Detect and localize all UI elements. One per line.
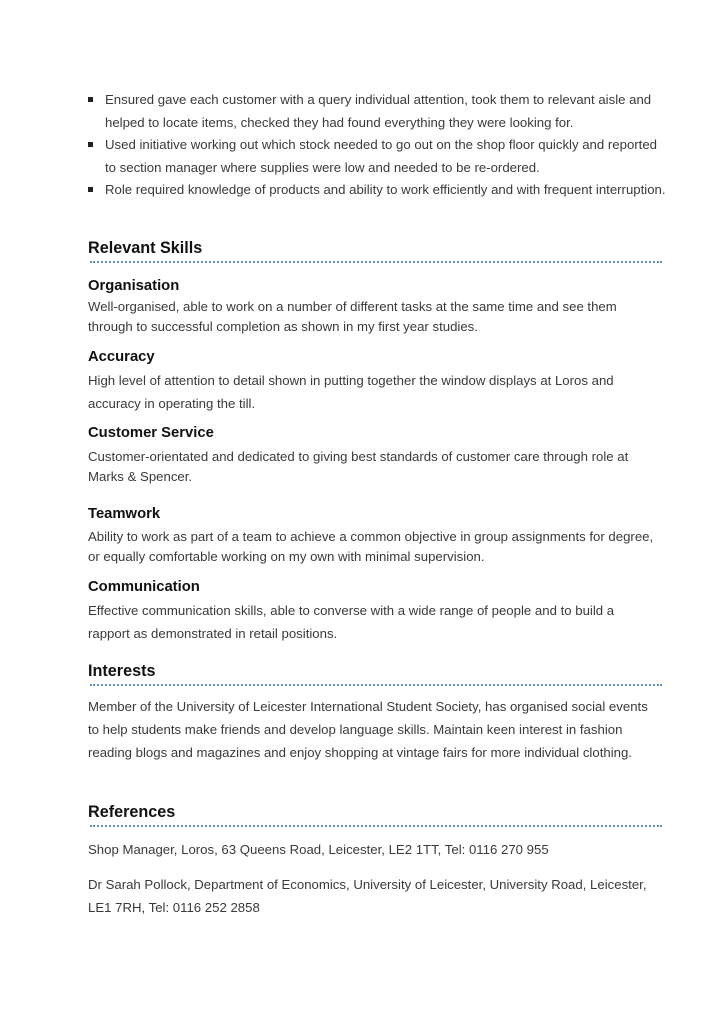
experience-bullet-text: Ensured gave each customer with a query individual attention, took them to relevant aisle and helped to locate items, checked they had found everything they were looking for. bbox=[105, 92, 652, 130]
experience-bullet-list bbox=[88, 89, 668, 202]
square-bullet-icon bbox=[88, 142, 93, 147]
skill-heading-accuracy: Accuracy bbox=[88, 349, 155, 365]
skill-text-communication: Effective communication skills, able to converse with a wide range of people and to build a rapport as demonstrated in retail positions. bbox=[88, 603, 615, 641]
references-section-divider bbox=[90, 825, 662, 827]
square-bullet-icon bbox=[88, 187, 93, 192]
skills-section-title: Relevant Skills bbox=[88, 239, 203, 257]
square-bullet-icon bbox=[88, 97, 93, 102]
interests-section-title: Interests bbox=[88, 662, 156, 680]
skill-heading-communication: Communication bbox=[88, 579, 200, 595]
reference-entry: Dr Sarah Pollock, Department of Economics, University of Leicester, University Road, Leicester, LE1 7RH, Tel: 0116 252 2858 bbox=[88, 877, 647, 915]
interests-text: Member of the University of Leicester International Student Society, has organised social events to help students make friends and develop language skills. Maintain keen interest in fashion reading blogs and magazines and enjoy shopping at vintage fairs for more individual clothing. bbox=[88, 699, 648, 760]
experience-bullet bbox=[88, 179, 668, 202]
experience-bullet bbox=[88, 89, 668, 134]
skill-heading-customer-service: Customer Service bbox=[88, 425, 214, 441]
skill-heading-organisation: Organisation bbox=[88, 278, 180, 294]
skill-text-accuracy: High level of attention to detail shown in putting together the window displays at Loros and accuracy in operating the till. bbox=[88, 373, 614, 411]
reference-entry: Shop Manager, Loros, 63 Queens Road, Leicester, LE2 1TT, Tel: 0116 270 955 bbox=[88, 842, 549, 857]
experience-bullet-text: Role required knowledge of products and ability to work efficiently and with frequent interruption. bbox=[105, 182, 666, 198]
experience-bullet bbox=[88, 134, 668, 179]
skill-text-teamwork: Ability to work as part of a team to achieve a common objective in group assignments for degree, or equally comfortable working on my own with minimal supervision. bbox=[88, 529, 654, 564]
skill-text-organisation: Well-organised, able to work on a number of different tasks at the same time and see them through to successful completion as shown in my first year studies. bbox=[88, 299, 617, 334]
experience-bullet-text: Used initiative working out which stock needed to go out on the shop floor quickly and reported to section manager where supplies were low and needed to be re-ordered. bbox=[105, 137, 658, 175]
references-section-title: References bbox=[88, 803, 176, 821]
skill-heading-teamwork: Teamwork bbox=[88, 506, 161, 522]
skill-text-customer-service: Customer-orientated and dedicated to giving best standards of customer care through role at Marks & Spencer. bbox=[88, 449, 629, 484]
skills-section-divider bbox=[90, 261, 662, 263]
interests-section-divider bbox=[90, 684, 662, 686]
